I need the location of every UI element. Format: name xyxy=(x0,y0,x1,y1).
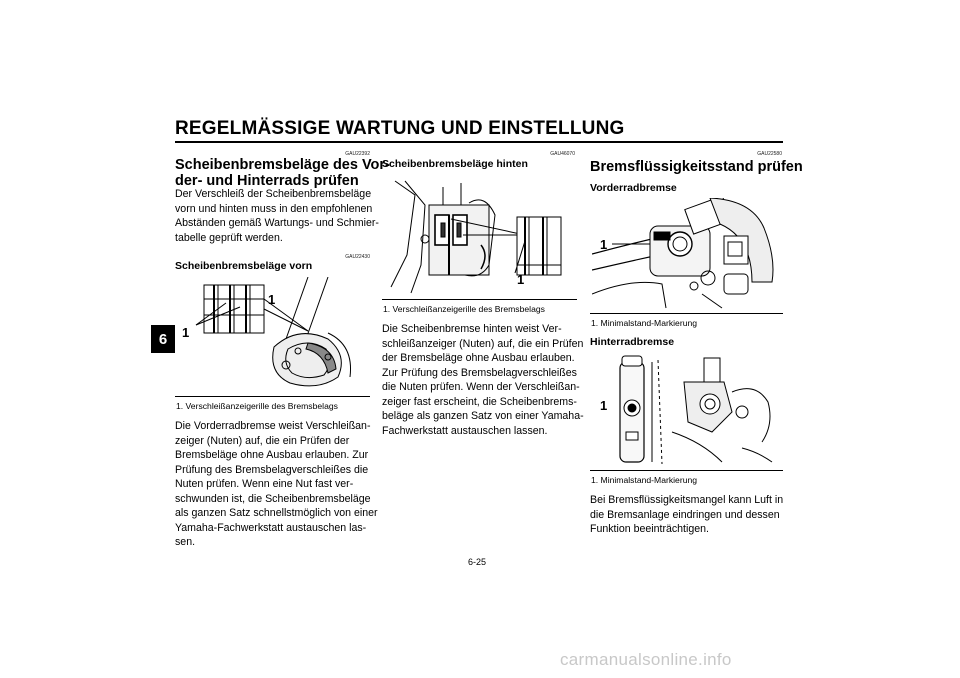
page-title: REGELMÄSSIGE WARTUNG UND EINSTELLUNG xyxy=(175,118,625,139)
title-rule xyxy=(175,141,783,143)
text-line: beläge als ganzen Satz von einer Yamaha- xyxy=(382,410,584,422)
text-line: Der Verschleiß der Scheibenbremsbeläge xyxy=(175,188,372,200)
rear-brake-illustration xyxy=(385,175,575,295)
callout-label: 1 xyxy=(600,237,608,252)
body-paragraph xyxy=(590,493,783,537)
subheading: Scheibenbremsbeläge vorn xyxy=(175,260,313,272)
reference-code: GAU22580 xyxy=(757,151,782,157)
figure-caption: 1. Verschleißanzeigerille des Bremsbelags xyxy=(176,401,338,411)
text-line: tabelle geprüft werden. xyxy=(175,231,283,244)
callout-label: 1 xyxy=(268,292,276,307)
footer-watermark: carmanualsonline.info xyxy=(560,650,732,669)
text-line: Abständen gemäß Wartungs- und Schmier- xyxy=(175,217,379,229)
subheading: Hinterradbremse xyxy=(590,336,675,348)
front-reservoir-illustration xyxy=(592,198,782,312)
figure-caption: 1. Verschleißanzeigerille des Bremsbelags xyxy=(383,304,545,314)
text-line: zeiger (Nuten) auf, die ein Prüfen der xyxy=(175,434,350,447)
subheading: Scheibenbremsbeläge hinten xyxy=(382,158,528,170)
text-line: zeiger fast erscheint, die Scheibenbrems- xyxy=(382,395,577,408)
callout-label: 1 xyxy=(517,272,525,287)
text-line: Nuten prüfen. Wenn eine Nut fast ver- xyxy=(175,478,354,490)
callout-label: 1 xyxy=(600,398,608,413)
figure-divider xyxy=(590,313,783,314)
figure-divider xyxy=(590,470,783,471)
section-heading xyxy=(175,157,390,189)
reference-code: GAU22430 xyxy=(345,254,370,260)
figure-divider xyxy=(382,299,577,300)
text-line: Zur Prüfung des Bremsbelagverschleißes xyxy=(382,366,577,379)
rear-reservoir-illustration xyxy=(592,352,782,468)
text-line: Die Scheibenbremse hinten weist Ver- xyxy=(382,323,562,335)
heading-line: der- und Hinterrads prüfen xyxy=(175,173,359,189)
intro-paragraph xyxy=(175,187,379,245)
text-line: vorn und hinten muss in den empfohlenen xyxy=(175,202,373,215)
chapter-tab: 6 xyxy=(151,325,175,353)
text-line: Fachwerkstatt austauschen lassen. xyxy=(382,424,548,437)
text-line: sen. xyxy=(175,536,196,548)
text-line: als ganzen Satz schnellstmöglich von einer xyxy=(175,507,378,519)
body-paragraph xyxy=(175,419,378,550)
figure-caption: 1. Minimalstand-Markierung xyxy=(591,318,698,328)
text-line: Yamaha-Fachwerkstatt austauschen las- xyxy=(175,521,367,534)
text-line: Bei Bremsflüssigkeitsmangel kann Luft in xyxy=(590,494,784,506)
text-line: Bremsbeläge ohne Ausbau erlauben. Zur xyxy=(175,449,369,461)
heading-line: Scheibenbremsbeläge des Vor- xyxy=(175,157,390,173)
body-paragraph xyxy=(382,322,584,438)
page-number: 6-25 xyxy=(468,557,487,567)
figure-caption: 1. Minimalstand-Markierung xyxy=(591,475,698,485)
subheading: Vorderradbremse xyxy=(590,182,677,194)
reference-code: GAU22392 xyxy=(345,151,370,157)
text-line: Die Vorderradbremse weist Verschleißan- xyxy=(175,420,371,432)
text-line: der Bremsbeläge ohne Ausbau erlauben. xyxy=(382,352,575,364)
text-line: Prüfung des Bremsbelagverschleißes die xyxy=(175,463,369,476)
text-line: Funktion beeinträchtigen. xyxy=(590,523,709,535)
text-line: die Nuten prüfen. Wenn der Verschleißan- xyxy=(382,381,580,393)
text-line: schwunden ist, die Scheibenbremsbeläge xyxy=(175,492,371,505)
figure-divider xyxy=(175,396,370,397)
text-line: schleißanzeiger (Nuten) auf, die ein Prüfen xyxy=(382,337,584,350)
callout-label: 1 xyxy=(182,325,190,340)
text-line: die Bremsanlage eindringen und dessen xyxy=(590,508,780,521)
reference-code: GAU46070 xyxy=(550,151,575,157)
section-heading: Bremsflüssigkeitsstand prüfen xyxy=(590,159,803,175)
